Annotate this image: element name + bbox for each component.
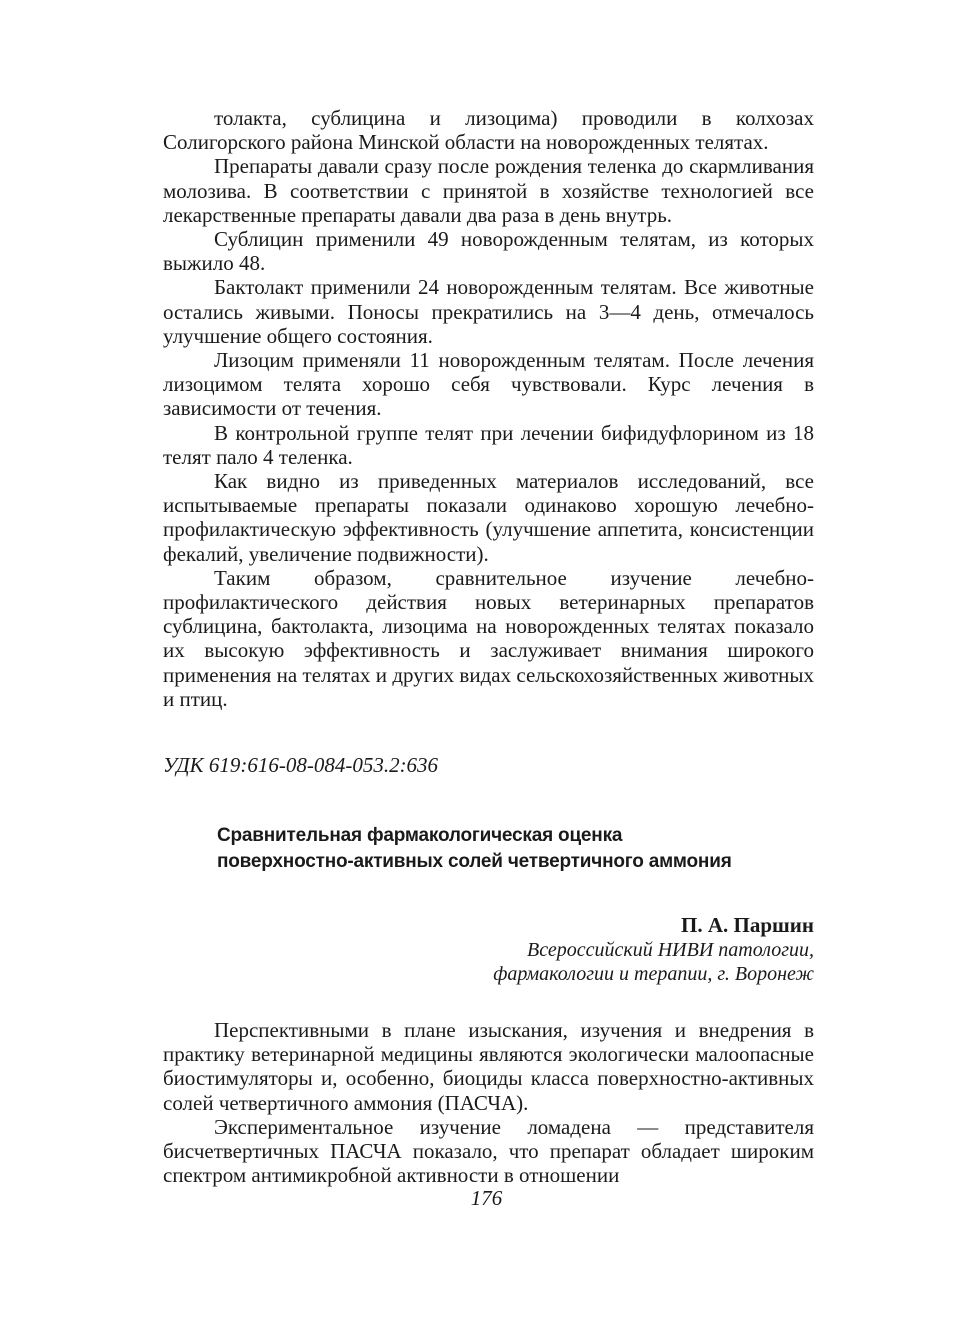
paragraph: Сублицин применили 49 новорожденным телятам, из которых выжило 48. [163, 227, 814, 276]
paragraph: В контрольной группе телят при лечении бифидуфлорином из 18 телят пало 4 теленка. [163, 420, 814, 469]
paragraph: Экспериментальное изучение ломадена — представителя бисчетвертичных ПАСЧА показало, что препарат обладает широким спектром антимикробной активности в отношении [163, 1114, 814, 1188]
paragraph: толакта, сублицина и лизоцима) проводили в колхозах Солигорского района Минской области на новорожденных телятах. [163, 106, 814, 155]
affiliation-line: фармакологии и терапии, г. Воронеж [493, 963, 814, 986]
article-title [163, 823, 814, 875]
article-title-line: поверхностно-активных солей четвертичного аммония [217, 851, 732, 873]
article-body [163, 1018, 814, 1187]
udk-code: УДК 619:616-08-084-053.2:636 [163, 753, 439, 778]
article-title-line: Сравнительная фармакологическая оценка [217, 825, 623, 847]
paragraph: Перспективными в плане изыскания, изучения и внедрения в практику ветеринарной медицины являются экологически малоопасные биостимуляторы и, особенно, биоциды класса поверхностно-активных солей четвертичного аммония (ПАСЧА). [163, 1018, 814, 1115]
page-number: 176 [470, 1186, 503, 1210]
paragraph: Бактолакт применили 24 новорожденным телятам. Все животные остались живыми. Поносы прекратились на 3—4 день, отмечалось улучшение общего состояния. [163, 275, 814, 348]
paragraph: Лизоцим применяли 11 новорожденным телятам. После лечения лизоцимом телята хорошо себя чувствовали. Курс лечения в зависимости от течения. [163, 348, 814, 421]
page-content [163, 106, 814, 1188]
paragraph: Таким образом, сравнительное изучение лечебно-профилактического действия новых ветеринарных препаратов сублицина, бактолакта, лизоцима на новорожденных телятах показало их высокую эффективность и заслуживает внимания широкого применения на телятах и других видах сельскохозяйственных животных и птиц. [163, 565, 814, 711]
affiliation-line: Всероссийский НИВИ патологии, [527, 939, 814, 962]
paragraph: Препараты давали сразу после рождения теленка до скармливания молозива. В соответствии с принятой в хозяйстве технологией все лекарственные препараты давали два раза в день внутрь. [163, 154, 814, 227]
paragraph: Как видно из приведенных материалов исследований, все испытываемые препараты показали одинаково хорошую лечебно-профилактическую эффективность (улучшение аппетита, консистенции фекалий, увеличение подвижности). [163, 469, 814, 566]
article-author: П. А. Паршин [681, 913, 814, 938]
author-affiliation [163, 938, 814, 986]
